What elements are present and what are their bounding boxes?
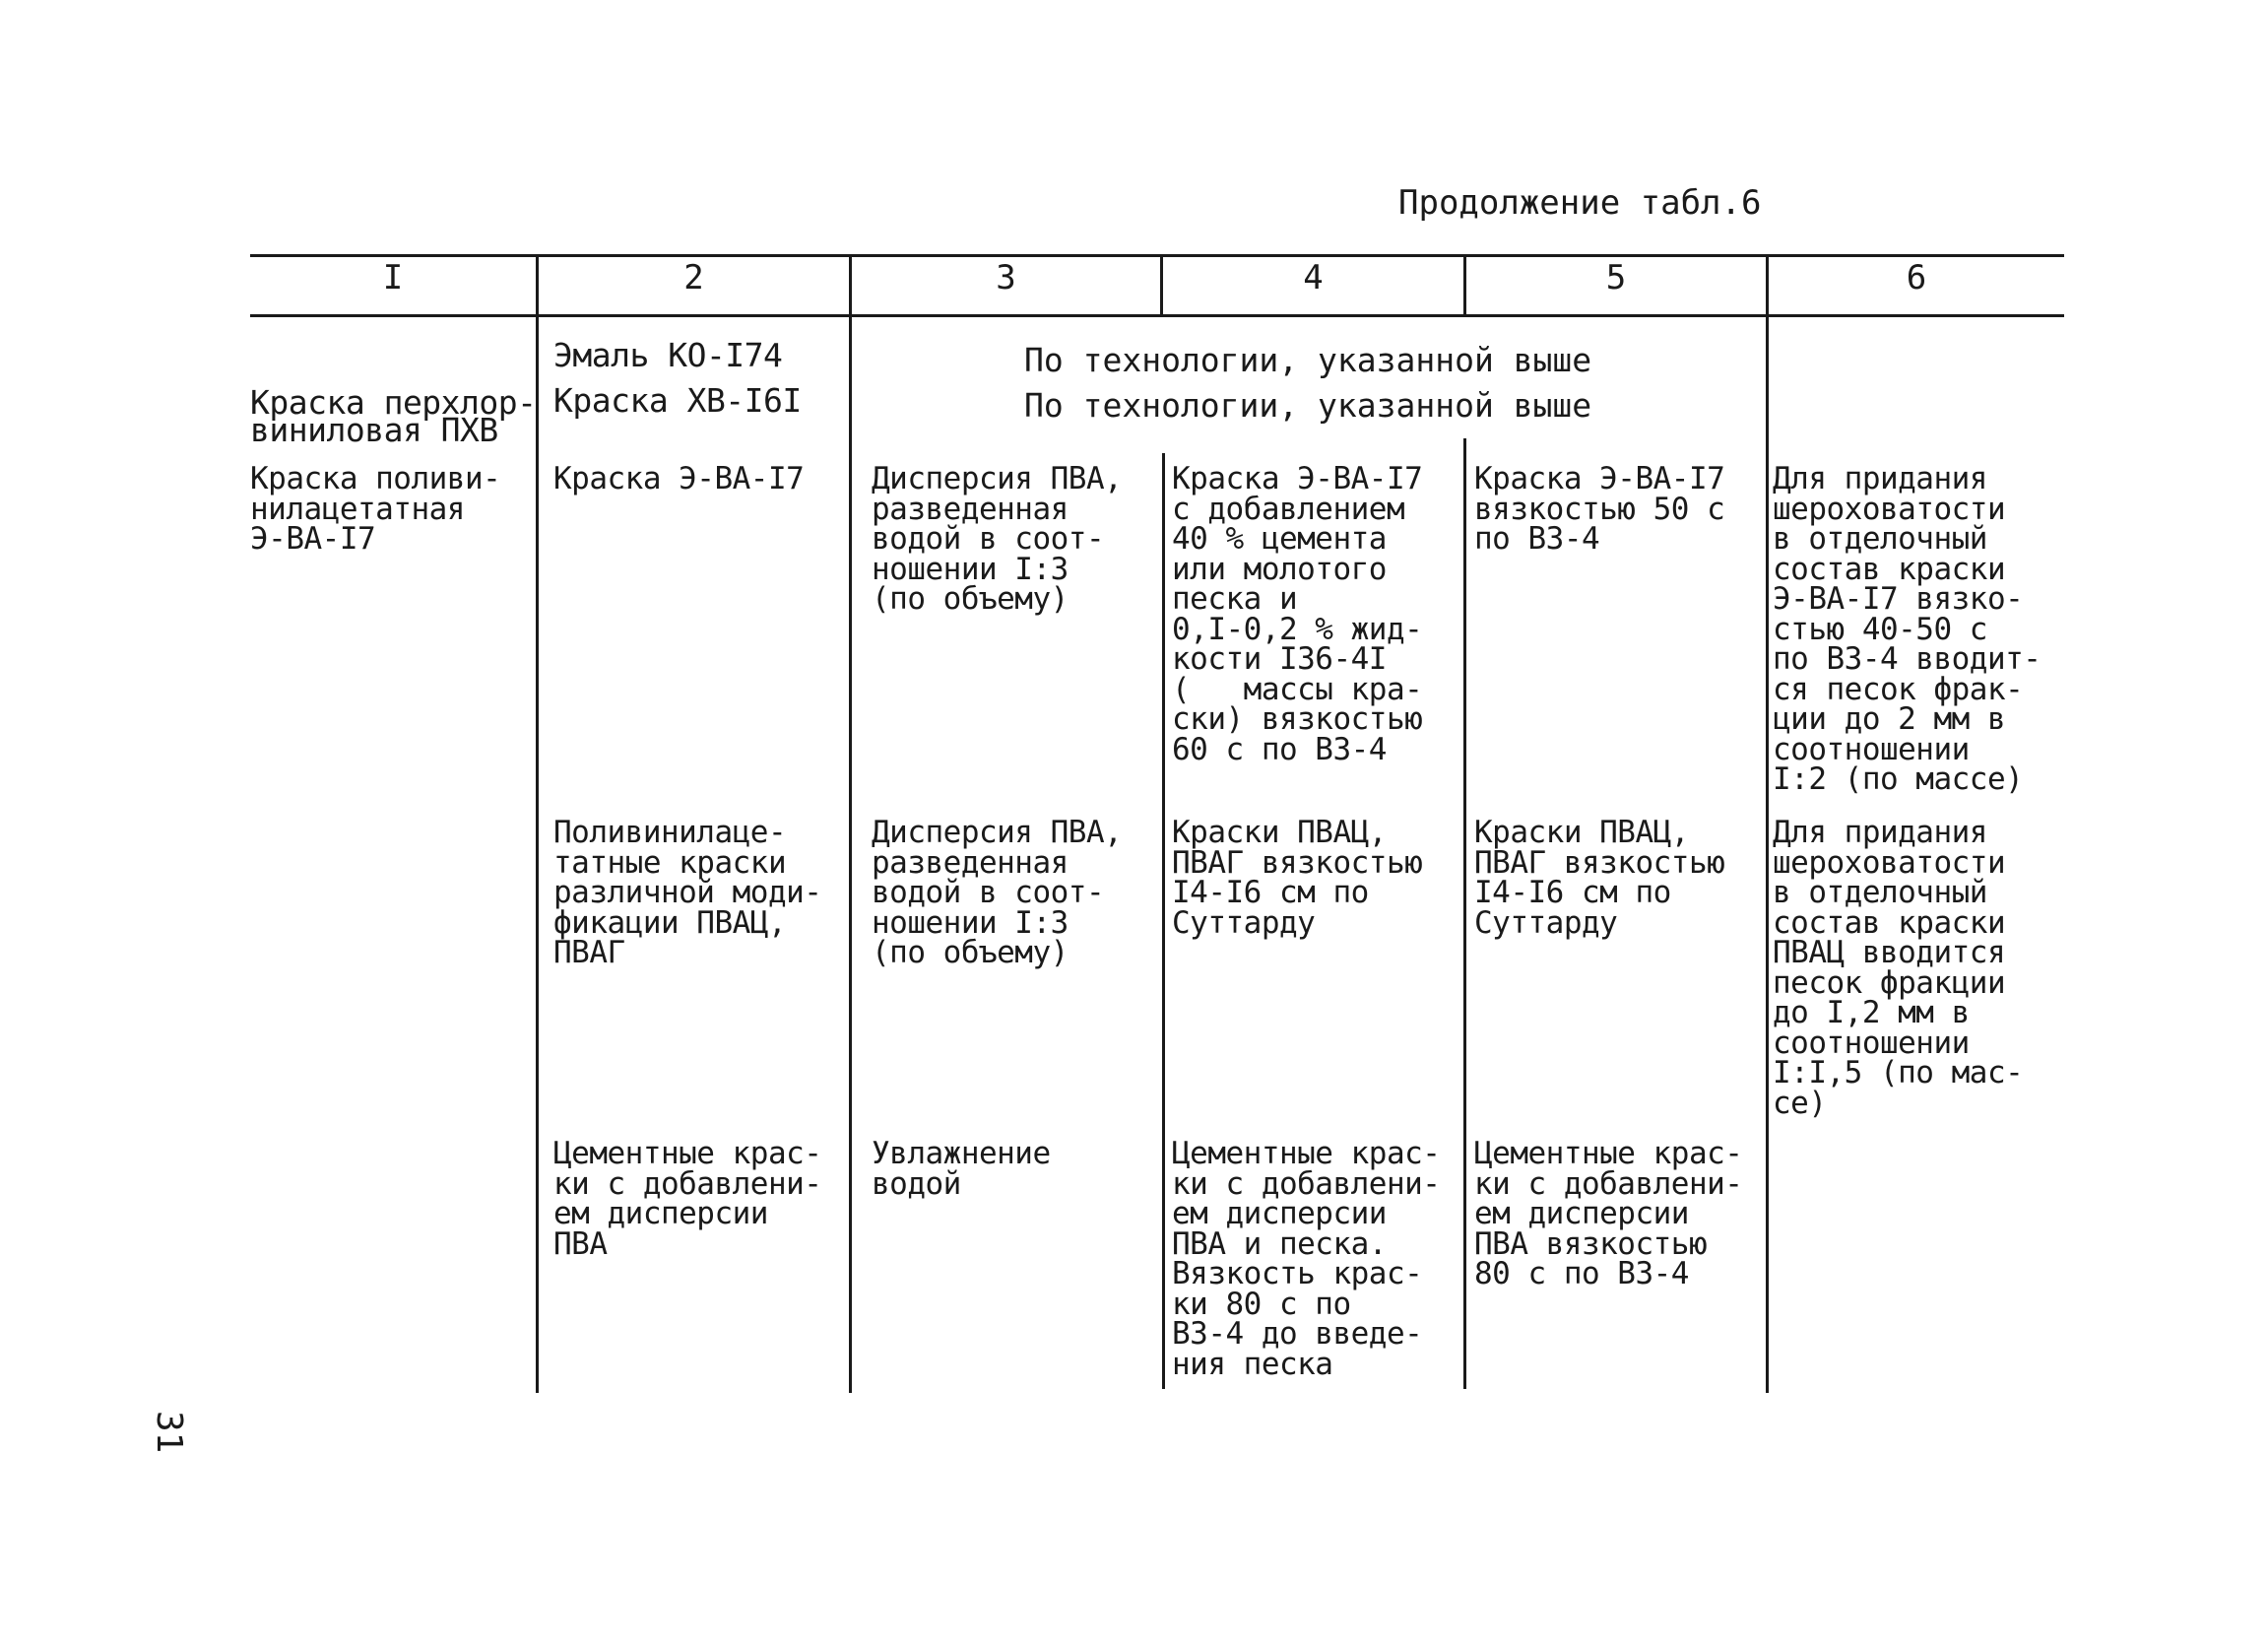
column-divider (1766, 314, 1769, 1393)
row-2-col-2: Поливинилаце- татные краски различной моди- фикации ПВАЦ, ПВАГ (553, 815, 822, 970)
span-row-1-text: По технологии, указанной выше (1024, 341, 1592, 379)
row-1-col-3: Дисперсия ПВА, разведенная водой в соот- ношении I:3 (по объему) (872, 461, 1123, 617)
row-1-col-4: Краска Э-ВА-I7 с добавлением 40 % цемента или молотого песка и 0,I-0,2 % жид- кости I36-4I ( массы кра- ски) вязкостью 60 с по ВЗ-4 (1172, 461, 1423, 767)
span-row-1-material: Эмаль КО-I74 (553, 336, 783, 374)
row-2-col-6: Для придания шероховатости в отделочный состав краски ПВАЦ вводится песок фракции до I,2 мм в соотношении I:I,5 (по мас- се) (1773, 815, 2024, 1121)
row-1-col-1: Краска поливи- нилацетатная Э-ВА-I7 (250, 461, 501, 557)
page-number: 31 (149, 1411, 189, 1454)
table-caption: Продолжение табл.6 (1398, 183, 1762, 223)
column-divider (1463, 438, 1466, 1389)
row-3-col-3: Увлажнение водой (872, 1136, 1051, 1202)
column-divider (1162, 453, 1165, 1389)
span-row-2-text: По технологии, указанной выше (1024, 386, 1592, 425)
column-header-4: 4 (1303, 258, 1324, 297)
column-header-2: 2 (683, 258, 704, 297)
column-divider (536, 314, 539, 1393)
row-2-col-3: Дисперсия ПВА, разведенная водой в соот- ношении I:3 (по объему) (872, 815, 1123, 970)
table-top-rule (250, 254, 2064, 257)
row-1-col-5: Краска Э-ВА-I7 вязкостью 50 с по ВЗ-4 (1474, 461, 1725, 557)
header-bottom-rule (250, 314, 2064, 317)
span-row-2-material: Краска ХВ-I6I (553, 381, 802, 420)
row-2-col-4: Краски ПВАЦ, ПВАГ вязкостью I4-I6 см по Суттарду (1172, 815, 1423, 941)
row-2-col-5: Краски ПВАЦ, ПВАГ вязкостью I4-I6 см по Суттарду (1474, 815, 1725, 941)
row-3-col-2: Цементные крас- ки с добавлени- ем дисперсии ПВА (553, 1136, 822, 1262)
column-header-1: I (382, 258, 404, 297)
row-1-col-2: Краска Э-ВА-I7 (553, 461, 805, 496)
column-header-6: 6 (1906, 258, 1927, 297)
column-header-3: 3 (996, 258, 1016, 297)
row-3-col-4: Цементные крас- ки с добавлени- ем дисперсии ПВА и песка. Вязкость крас- ки 80 с по ВЗ-4 до введе- ния песка (1172, 1136, 1441, 1382)
column-header-5: 5 (1605, 258, 1627, 297)
span-row-2-paint: Краска перхлор- виниловая ПХВ (250, 383, 537, 449)
row-1-col-6: Для придания шероховатости в отделочный состав краски Э-ВА-I7 вязко- стью 40-50 с по ВЗ-4 вводит- ся песок фрак- ции до 2 мм в соотношении I:2 (по массе) (1773, 461, 2041, 797)
column-divider (849, 314, 852, 1393)
row-3-col-5: Цементные крас- ки с добавлени- ем дисперсии ПВА вязкостью 80 с по ВЗ-4 (1474, 1136, 1743, 1291)
